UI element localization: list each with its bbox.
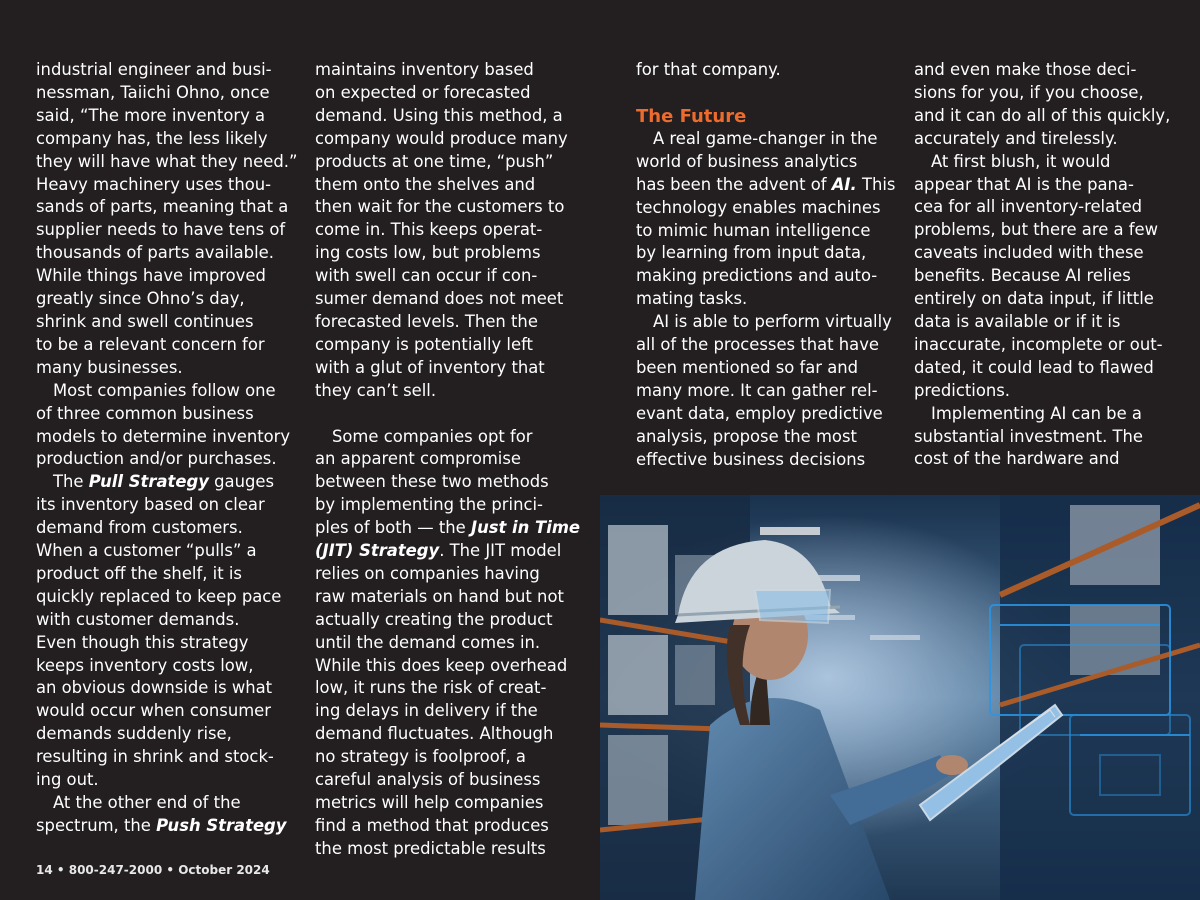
paragraph — [914, 59, 1170, 151]
text-line: substantial investment. The — [914, 426, 1143, 446]
text-line: careful analysis of business — [315, 770, 541, 790]
text-line: many more. It can gather rel- — [636, 380, 878, 400]
text-line: find a method that produces — [315, 815, 549, 835]
text-line: ing delays in delivery if the — [315, 701, 538, 721]
article-column-4 — [914, 59, 1170, 471]
text-line: company would produce many — [315, 128, 568, 148]
text-line: and it can do all of this quickly, — [914, 105, 1171, 125]
text-line: product off the shelf, it is — [36, 563, 242, 583]
text-line: to mimic human intelligence — [636, 220, 871, 240]
warehouse-ar-photo — [600, 495, 1200, 900]
text-line: been mentioned so far and — [636, 357, 859, 377]
text-line: no strategy is foolproof, a — [315, 747, 526, 767]
text-line: come in. This keeps operat- — [315, 220, 543, 240]
text-line: they will have what they need.” — [36, 151, 298, 171]
text-line: ing costs low, but problems — [315, 243, 541, 263]
text-line: of three common business — [36, 403, 254, 423]
text-line: between these two methods — [315, 472, 549, 492]
text-line: sands of parts, meaning that a — [36, 197, 289, 217]
text-line: products at one time, “push” — [315, 151, 554, 171]
text-line: forecasted levels. Then the — [315, 311, 538, 331]
text-line: cea for all inventory-related — [914, 197, 1143, 217]
paragraph — [36, 380, 290, 472]
text-line: by implementing the princi- — [315, 495, 543, 515]
text-line: Even though this strategy — [36, 632, 249, 652]
text-line: supplier needs to have tens of — [36, 220, 286, 240]
text-line: said, “The more inventory a — [36, 105, 266, 125]
paragraph: for that company. — [636, 60, 781, 79]
text-line: At first blush, it would — [931, 151, 1111, 171]
text-line: industrial engineer and busi- — [36, 60, 272, 79]
text-line: sumer demand does not meet — [315, 289, 564, 309]
text-line: many businesses. — [36, 357, 183, 377]
text-line: relies on companies having — [315, 563, 540, 583]
text-line: maintains inventory based — [315, 60, 534, 79]
warehouse-illustration — [600, 495, 1200, 900]
text-line: with swell can occur if con- — [315, 266, 538, 286]
text-line: Implementing AI can be a — [931, 403, 1142, 423]
text-line: appear that AI is the pana- — [914, 174, 1134, 194]
text-line: caveats included with these — [914, 243, 1144, 263]
text-line: demand fluctuates. Although — [315, 724, 554, 744]
paragraph: A real game-changer in the world of business analytics has been the advent of AI. This technology enables machines to mimic human intelligence by learning from input data, making predictions and auto- mating tasks. — [636, 128, 892, 311]
text-line: While things have improved — [36, 266, 266, 286]
text-line: models to determine inventory — [36, 426, 291, 446]
paragraph — [914, 403, 1170, 472]
paragraph-push-strategy: At the other end of the spectrum, the Push Strategy — [36, 793, 287, 835]
text-line: keeps inventory costs low, — [36, 655, 254, 675]
jit-term-2: (JIT) Strategy — [315, 541, 440, 561]
text-line: cost of the hardware and — [914, 449, 1120, 469]
text-line: its inventory based on clear — [36, 495, 265, 515]
text-line: shrink and swell continues — [36, 311, 254, 331]
text-line: A real game-changer in the — [653, 128, 878, 148]
text-line: metrics will help companies — [315, 793, 544, 812]
text-line: an obvious downside is what — [36, 678, 273, 698]
text-line: sions for you, if you choose, — [914, 82, 1144, 102]
text-line: they can’t sell. — [315, 380, 437, 400]
text-line: predictions. — [914, 380, 1010, 400]
text-line: accurately and tirelessly. — [914, 128, 1118, 148]
text-line: Heavy machinery uses thou- — [36, 174, 272, 194]
text-line: making predictions and auto- — [636, 266, 878, 286]
paragraph — [36, 59, 298, 380]
text-line: While this does keep overhead — [315, 655, 568, 675]
text-line: demand. Using this method, a — [315, 105, 563, 125]
text-line: company is potentially left — [315, 334, 533, 354]
text-line: to be a relevant concern for — [36, 334, 265, 354]
text-line: demands suddenly rise, — [36, 724, 232, 744]
text-line: effective business decisions — [636, 449, 866, 469]
text-line: AI is able to perform virtually — [653, 312, 892, 332]
article-column-2 — [315, 59, 581, 861]
text-line: mating tasks. — [636, 289, 748, 309]
paragraph — [315, 59, 569, 403]
text-line: and even make those deci- — [914, 60, 1137, 79]
text-line: Some companies opt for — [332, 426, 533, 446]
section-heading: The Future — [636, 105, 747, 127]
text-line: data is available or if it is — [914, 311, 1121, 331]
text-line: with customer demands. — [36, 609, 240, 629]
paragraph — [636, 311, 892, 471]
text-line: thousands of parts available. — [36, 243, 274, 263]
text-line: would occur when consumer — [36, 701, 271, 721]
paragraph — [914, 151, 1170, 403]
article-column-3 — [636, 59, 896, 472]
article-column-1 — [36, 59, 298, 838]
pull-strategy-term: Pull Strategy — [88, 472, 209, 492]
ai-term: AI. — [831, 174, 857, 194]
push-strategy-term: Push Strategy — [156, 815, 287, 835]
text-line: When a customer “pulls” a — [36, 541, 257, 561]
text-line: them onto the shelves and — [315, 174, 536, 194]
text-line: evant data, employ predictive — [636, 403, 883, 423]
paragraph-jit-strategy: Some companies opt for an apparent compromise between these two methods by implementing the princi- ples of both — the Just in Time (JIT) Strategy. The JIT model relies on companies having raw materials on hand but not actually creating the product until the demand comes in. While this does keep overhead low, it runs the risk of creat- ing delays in delivery if the demand fluctuates. Although no strategy is foolproof, a careful analysis of business metrics will help companies find a method that produces the most predictable results — [315, 403, 569, 861]
text-line: entirely on data input, if little — [914, 289, 1154, 309]
text-line: inaccurate, incomplete or out- — [914, 334, 1163, 354]
text-line: greatly since Ohno’s day, — [36, 289, 245, 309]
jit-term: Just in Time — [470, 518, 581, 538]
text-line: analysis, propose the most — [636, 426, 857, 446]
text-line: production and/or purchases. — [36, 449, 277, 469]
text-line: until the demand comes in. — [315, 632, 541, 652]
text-line: resulting in shrink and stock- — [36, 747, 274, 767]
text-line: by learning from input data, — [636, 243, 867, 263]
text-line: Most companies follow one — [53, 380, 276, 400]
text-line: dated, it could lead to flawed — [914, 357, 1154, 377]
text-line: demand from customers. — [36, 518, 243, 538]
text-line: low, it runs the risk of creat- — [315, 678, 547, 698]
text-line: an apparent compromise — [315, 449, 521, 469]
text-line: all of the processes that have — [636, 335, 880, 355]
text-line: then wait for the customers to — [315, 197, 565, 217]
text-line: on expected or forecasted — [315, 82, 531, 102]
text-line: nessman, Taiichi Ohno, once — [36, 82, 270, 102]
text-line: world of business analytics — [636, 151, 858, 171]
paragraph-pull-strategy: The Pull Strategy gauges its inventory based on clear demand from customers. When a customer “pulls” a product off the shelf, it is quickly replaced to keep pace with customer demands. Even though this strategy keeps inventory costs low, an obvious downside is what would occur when consumer demands suddenly rise, resulting in shrink and stock- ing out. — [36, 471, 290, 792]
text-line: technology enables machines — [636, 197, 881, 217]
page-footer: 14 • 800-247-2000 • October 2024 — [36, 863, 270, 877]
text-line: company has, the less likely — [36, 128, 268, 148]
text-line: quickly replaced to keep pace — [36, 586, 282, 606]
text-line: actually creating the product — [315, 609, 553, 629]
spacer — [636, 82, 892, 105]
text-line: with a glut of inventory that — [315, 357, 545, 377]
text-line: benefits. Because AI relies — [914, 266, 1131, 286]
text-line: the most predictable results — [315, 838, 546, 858]
text-line: raw materials on hand but not — [315, 586, 564, 606]
text-line: ing out. — [36, 770, 99, 790]
text-line: problems, but there are a few — [914, 220, 1159, 240]
